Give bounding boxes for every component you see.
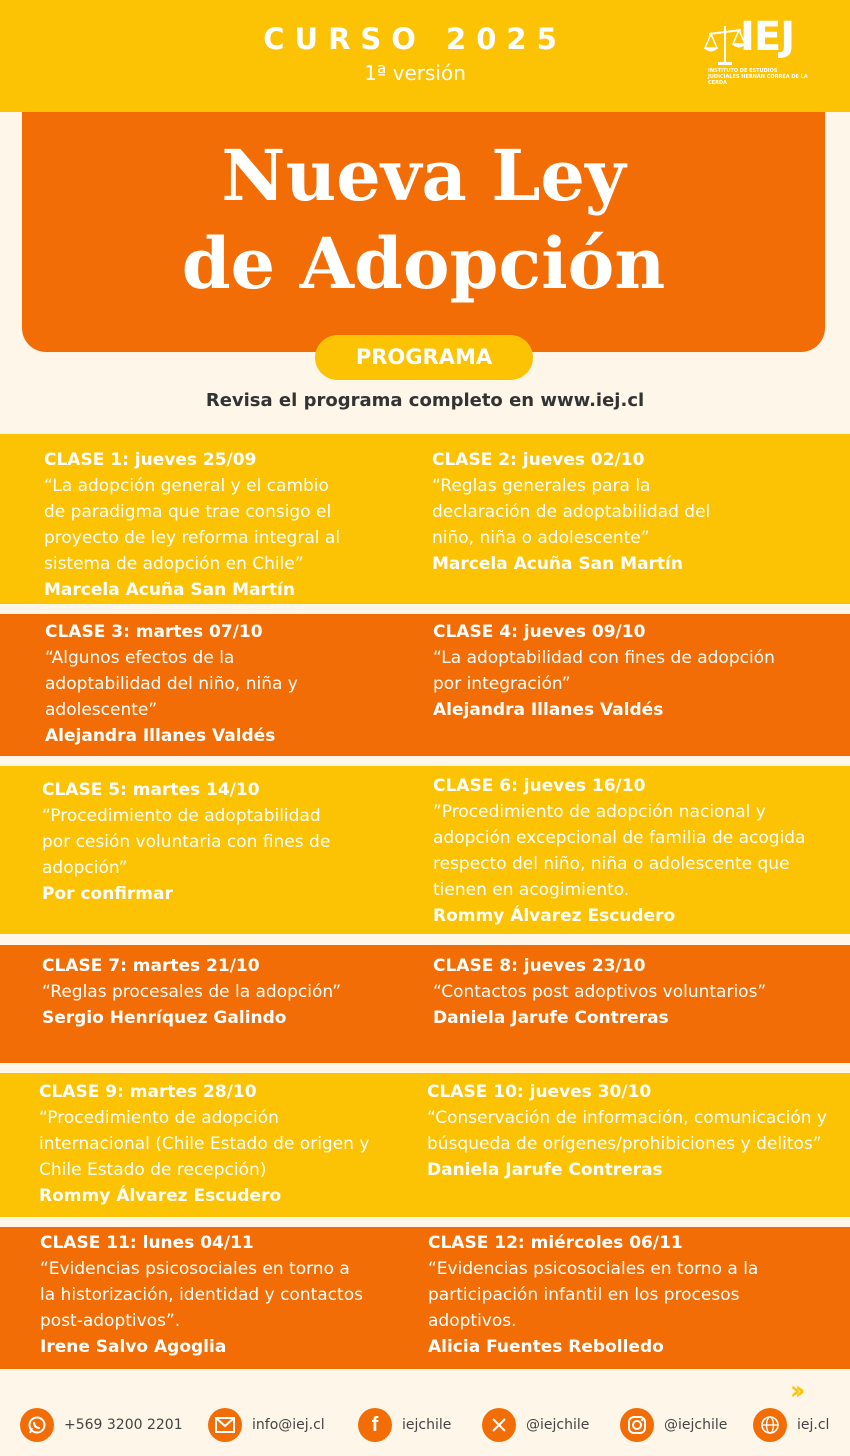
clase-speaker: Daniela Jarufe Contreras (433, 1008, 669, 1028)
clase-header: CLASE 8: jueves 23/10 (433, 956, 646, 976)
clase-description: “Evidencias psicosociales en torno a la historización, identidad y contactos post-adoptivos”. (40, 1259, 363, 1331)
clase-5 (42, 777, 330, 907)
clase-header: CLASE 6: jueves 16/10 (433, 776, 646, 796)
clase-speaker: Marcela Acuña San Martín (44, 580, 295, 600)
clase-12 (428, 1230, 758, 1360)
clase-speaker: Por confirmar (42, 884, 173, 904)
clase-speaker: Alejandra Illanes Valdés (45, 726, 276, 746)
footer-phone[interactable] (20, 1408, 183, 1442)
clase-header: CLASE 5: martes 14/10 (42, 780, 260, 800)
clase-header: CLASE 10: jueves 30/10 (427, 1082, 652, 1102)
clase-3 (45, 619, 298, 749)
instagram-label: @iejchile (664, 1417, 728, 1433)
clase-speaker: Rommy Álvarez Escudero (433, 906, 676, 926)
clase-speaker: Alicia Fuentes Rebolledo (428, 1337, 664, 1357)
clase-header: CLASE 4: jueves 09/10 (433, 622, 646, 642)
clase-description: “Algunos efectos de la adoptabilidad del niño, niña y adolescente” (45, 648, 298, 720)
footer-facebook[interactable] (358, 1408, 451, 1442)
instagram-icon (620, 1408, 654, 1442)
facebook-label: iejchile (402, 1417, 452, 1433)
clase-2 (432, 447, 710, 577)
clase-speaker: Rommy Álvarez Escudero (39, 1186, 282, 1206)
clase-header: CLASE 7: martes 21/10 (42, 956, 260, 976)
program-link-text[interactable]: Revisa el programa completo en www.iej.cl (205, 390, 645, 411)
web-label: iej.cl (797, 1417, 830, 1433)
clase-header: CLASE 9: martes 28/10 (39, 1082, 257, 1102)
logo-text: IEJ (740, 14, 795, 60)
programa-badge: PROGRAMA (315, 335, 533, 380)
clase-description: “Procedimiento de adoptabilidad por cesión voluntaria con fines de adopción” (42, 806, 331, 878)
clase-header: CLASE 12: miércoles 06/11 (428, 1233, 683, 1253)
double-chevron-icon: ›› (790, 1376, 800, 1406)
clase-9 (39, 1079, 369, 1209)
course-version: 1ª versión (364, 61, 466, 85)
clase-description: “Reglas generales para la declaración de adoptabilidad del niño, niña o adolescente” (432, 476, 711, 548)
clase-speaker: Alejandra Illanes Valdés (433, 700, 664, 720)
course-year: CURSO 2025 (263, 22, 567, 56)
footer-x[interactable] (482, 1408, 589, 1442)
clase-11 (40, 1230, 363, 1360)
clase-speaker: Irene Salvo Agoglia (40, 1337, 227, 1357)
x-icon (482, 1408, 516, 1442)
clase-description: “Conservación de información, comunicación y búsqueda de orígenes/prohibiciones y delitos” (427, 1108, 827, 1154)
clase-8 (433, 953, 766, 1031)
clase-header: CLASE 11: lunes 04/11 (40, 1233, 254, 1253)
clase-description: “Evidencias psicosociales en torno a la participación infantil en los procesos adoptivos. (428, 1259, 759, 1331)
clase-header: CLASE 2: jueves 02/10 (432, 450, 645, 470)
phone-label: +569 3200 2201 (64, 1417, 183, 1433)
clase-speaker: Daniela Jarufe Contreras (427, 1160, 663, 1180)
clase-speaker: Marcela Acuña San Martín (432, 554, 683, 574)
clase-4 (433, 619, 775, 723)
clase-header: CLASE 3: martes 07/10 (45, 622, 263, 642)
clase-description: ”Procedimiento de adopción nacional y adopción excepcional de familia de acogida respecto del niño, niña o adolescente que tienen en acogimiento. (433, 802, 806, 900)
globe-icon (753, 1408, 787, 1442)
footer-instagram[interactable] (620, 1408, 727, 1442)
clase-10 (427, 1079, 827, 1183)
footer-email[interactable] (208, 1408, 325, 1442)
clase-description: “Procedimiento de adopción internacional (Chile Estado de origen y Chile Estado de recepción) (39, 1108, 370, 1180)
logo-subtitle: INSTITUTO DE ESTUDIOS JUDICIALES HERNÁN CORREA DE LA CERDA (708, 68, 808, 86)
clase-description: “Reglas procesales de la adopción” (42, 982, 342, 1002)
clase-header: CLASE 1: jueves 25/09 (44, 450, 257, 470)
facebook-icon: f (358, 1408, 392, 1442)
mail-icon (208, 1408, 242, 1442)
clase-speaker: Sergio Henríquez Galindo (42, 1008, 287, 1028)
clase-1 (44, 447, 340, 603)
clase-7 (42, 953, 341, 1031)
x-label: @iejchile (526, 1417, 590, 1433)
email-label: info@iej.cl (252, 1417, 325, 1433)
title-line-2: de Adopción (181, 222, 666, 305)
whatsapp-icon (20, 1408, 54, 1442)
footer-web[interactable] (753, 1408, 829, 1442)
clase-description: “Contactos post adoptivos voluntarios” (433, 982, 767, 1002)
clase-description: “La adopción general y el cambio de paradigma que trae consigo el proyecto de ley reforma integral al sistema de adopción en Chile” (44, 476, 341, 574)
title-line-1: Nueva Ley (221, 134, 626, 217)
clase-description: “La adoptabilidad con fines de adopción por integración” (433, 648, 775, 694)
clase-6 (433, 773, 806, 929)
